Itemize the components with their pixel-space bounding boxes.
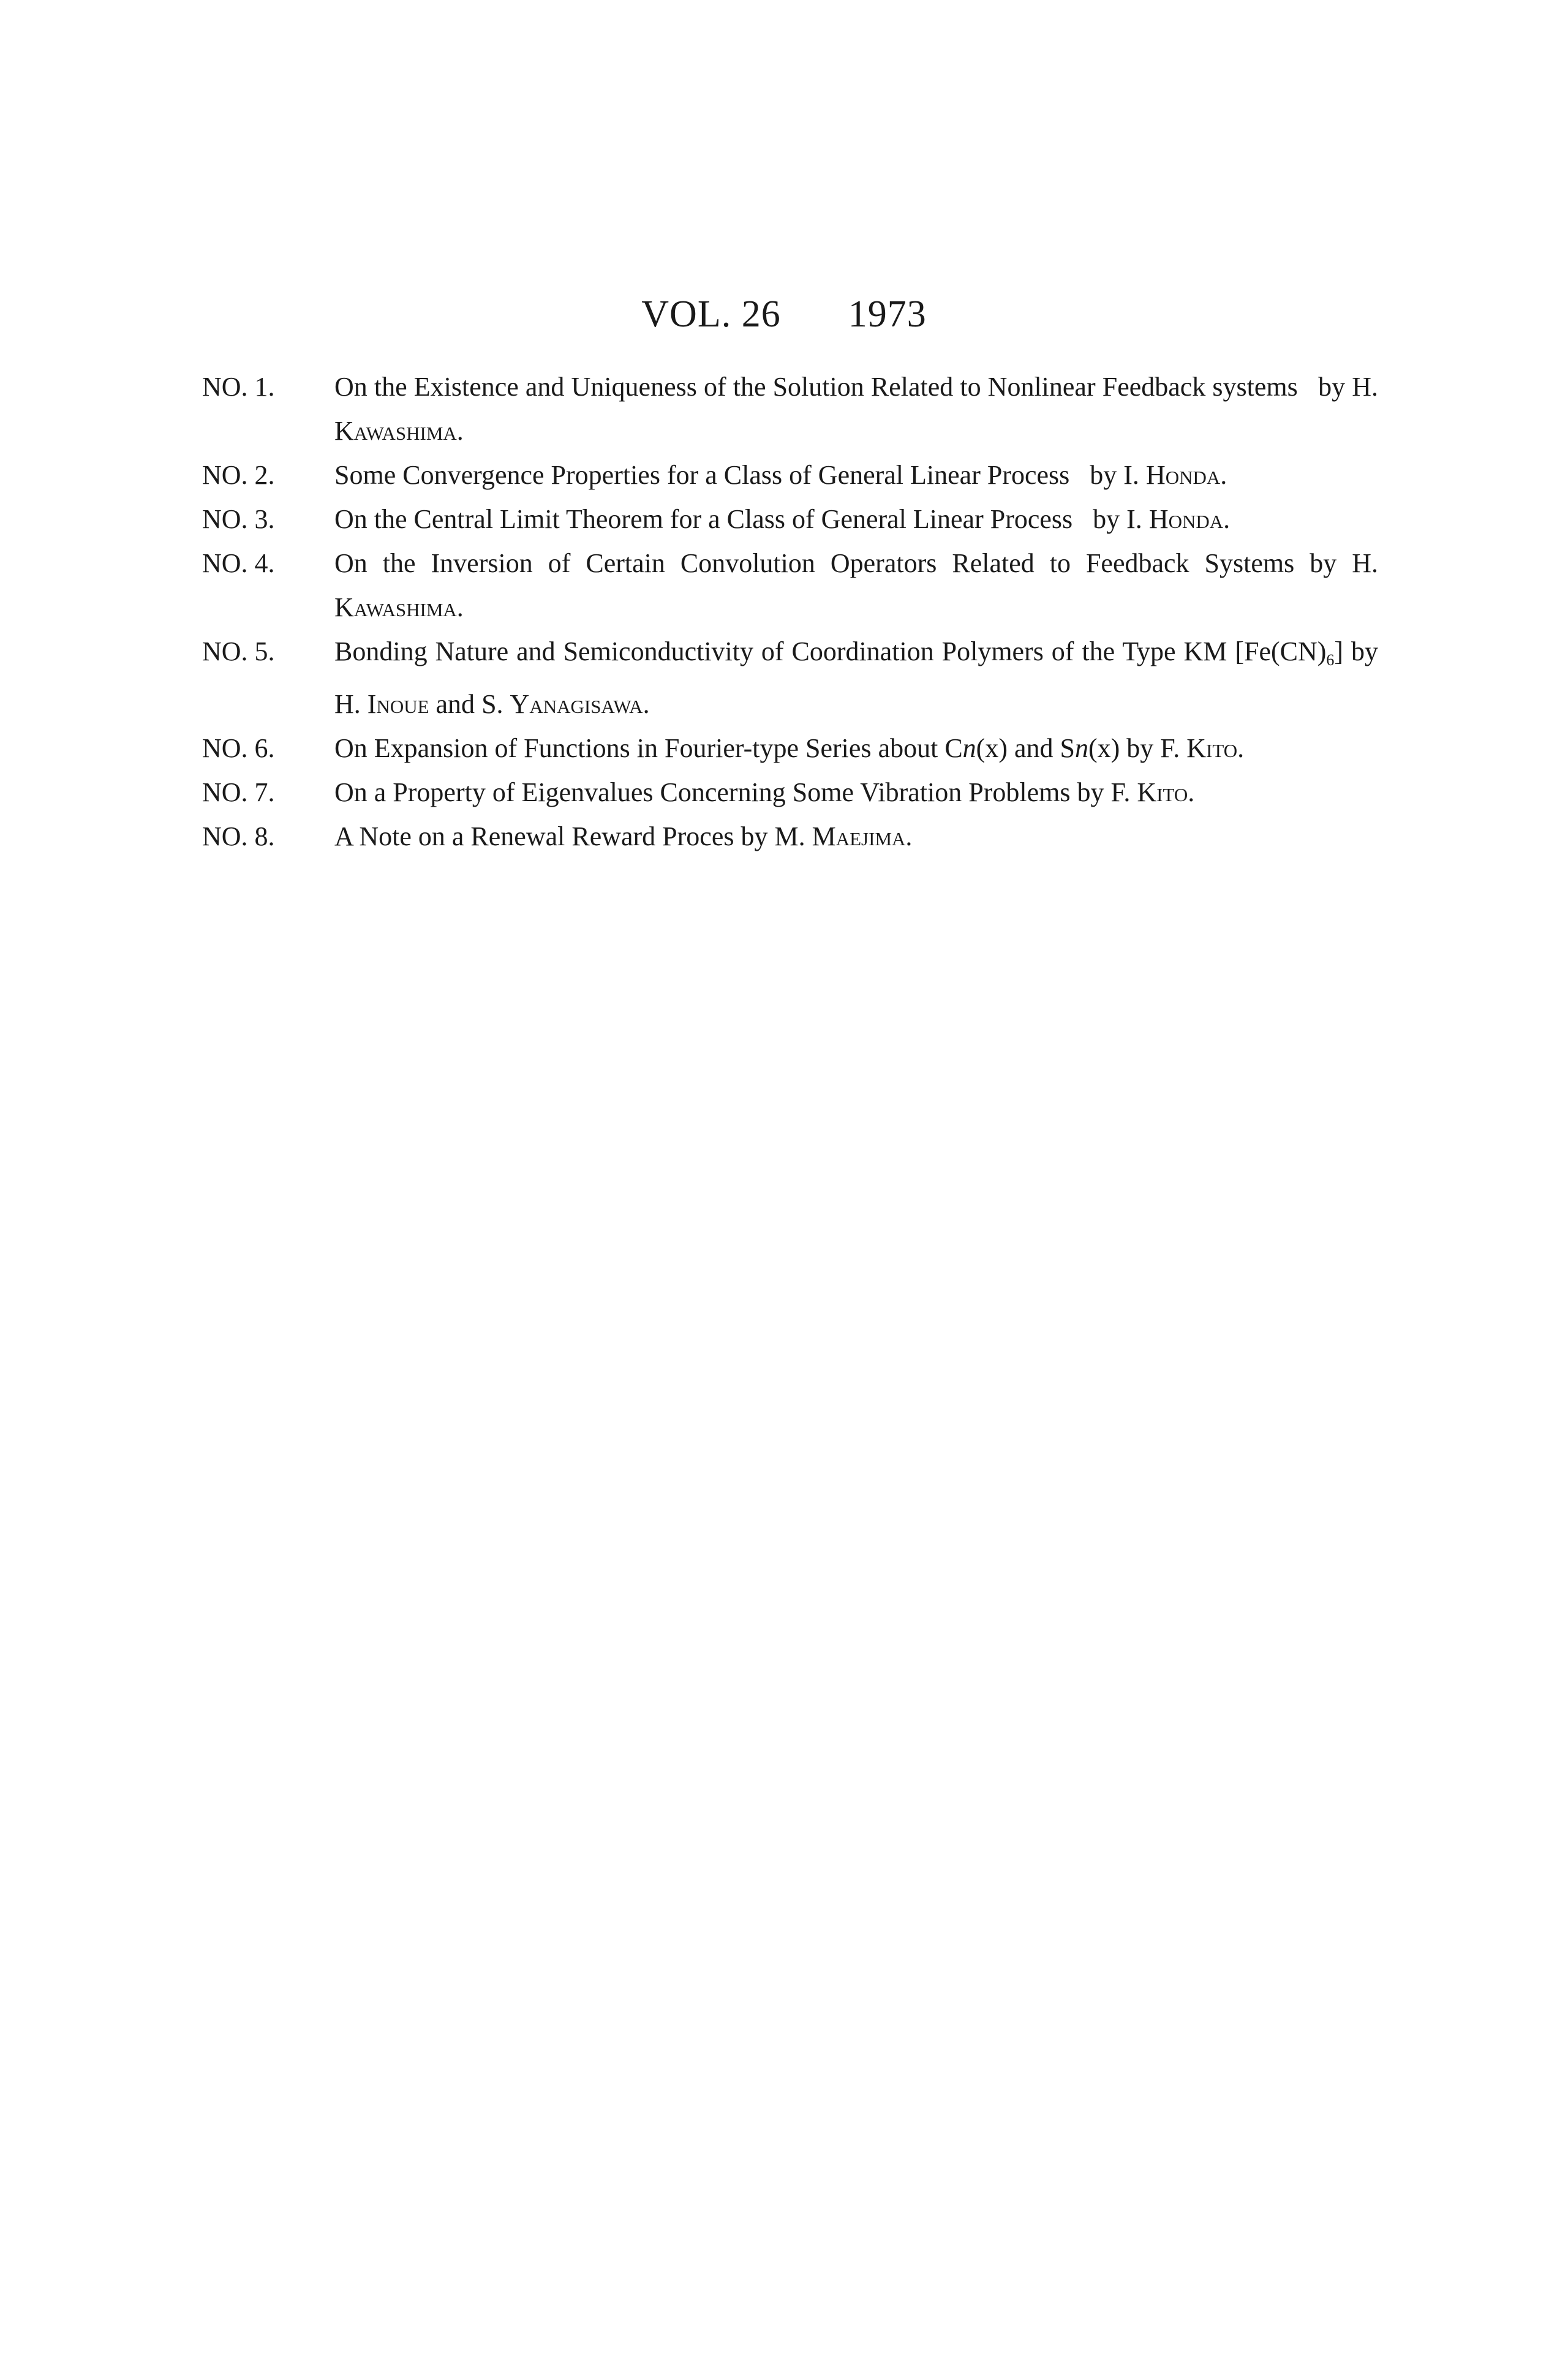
entry-end: . [1220,460,1227,490]
entry-by: by [1318,372,1346,402]
entry-title: A Note on a Renewal Reward Proces [334,821,734,851]
entry-number: NO. 5. [202,636,275,666]
title-italic-n: n [962,733,976,763]
entry-text [334,365,1378,453]
title-italic-n: n [1074,733,1088,763]
author-surname: Maejima [812,821,906,851]
table-of-contents [202,365,1378,859]
title-subscript: 6 [1326,651,1335,669]
entry-title: On the Existence and Uniqueness of the Solution Related to Nonlinear Feedback systems [334,372,1298,402]
toc-entry [202,771,1378,815]
toc-entry [202,630,1378,726]
toc-entry [202,453,1378,497]
author-surname: Honda [1145,460,1221,490]
entry-text [334,815,1378,859]
entry-text [334,497,1378,541]
author-surname: Kito [1186,733,1238,763]
entry-end: . [456,592,464,622]
entry-title-mid: (x) and S [976,733,1075,763]
entry-end: . [905,821,913,851]
entry-number: NO. 6. [202,733,275,763]
volume-label: VOL. 26 [641,293,781,335]
entry-title: On a Property of Eigenvalues Concerning Some Vibration Problems [334,777,1071,807]
entry-text [334,726,1378,771]
entry-title: Some Convergence Properties for a Class of General Linear Process [334,460,1070,490]
author2-surname: Yanagisawa [510,689,643,719]
entry-end: . [1223,504,1231,534]
entry-by: by [1310,548,1337,578]
entry-title: On the Central Limit Theorem for a Class of General Linear Process [334,504,1073,534]
entry-by: by [1090,460,1117,490]
author-initial: I. [1123,460,1139,490]
entry-by: by [741,821,768,851]
entry-text [334,630,1378,726]
author-initial: I. [1126,504,1142,534]
author2-initial: S. [481,689,503,719]
entry-end: . [643,689,650,719]
entry-number: NO. 3. [202,504,275,534]
author-surname: Kito [1137,777,1188,807]
author-initial: M. [774,821,805,851]
author-initial: H. [1352,372,1379,402]
author-initial: F. [1110,777,1131,807]
entry-number: NO. 7. [202,777,275,807]
author-surname: Kawashima [334,416,457,446]
author-surname: Inoue [367,689,429,719]
entry-text [334,453,1378,497]
entry-text [334,541,1378,630]
entry-text [334,771,1378,815]
entry-title: Bonding Nature and Semiconductivity of Coordination Polymers of the Type KM [Fe(CN) [334,636,1327,666]
entry-number: NO. 4. [202,548,275,578]
entry-title-end: ] [1334,636,1344,666]
toc-entry [202,726,1378,771]
entry-title-end: (x) [1088,733,1120,763]
entry-by: by [1093,504,1120,534]
entry-title: On the Inversion of Certain Convolution Operators Related to Feedback Systems [334,548,1295,578]
author-surname: Honda [1148,504,1224,534]
entry-number: NO. 1. [202,372,275,402]
entry-end: . [1237,733,1245,763]
toc-entry [202,815,1378,859]
entry-end: . [1188,777,1195,807]
entry-title: On Expansion of Functions in Fourier-type Series about C [334,733,963,763]
toc-entry [202,365,1378,453]
volume-header [0,293,1568,336]
entry-and: and [435,689,475,719]
author-initial: H. [334,689,361,719]
toc-entry [202,497,1378,541]
author-initial: H. [1352,548,1379,578]
author-initial: F. [1160,733,1180,763]
toc-entry [202,541,1378,630]
entry-by: by [1126,733,1154,763]
entry-by: by [1351,636,1378,666]
entry-number: NO. 8. [202,821,275,851]
entry-end: . [456,416,464,446]
entry-by: by [1077,777,1104,807]
entry-number: NO. 2. [202,460,275,490]
volume-year: 1973 [848,293,927,335]
author-surname: Kawashima [334,592,457,622]
